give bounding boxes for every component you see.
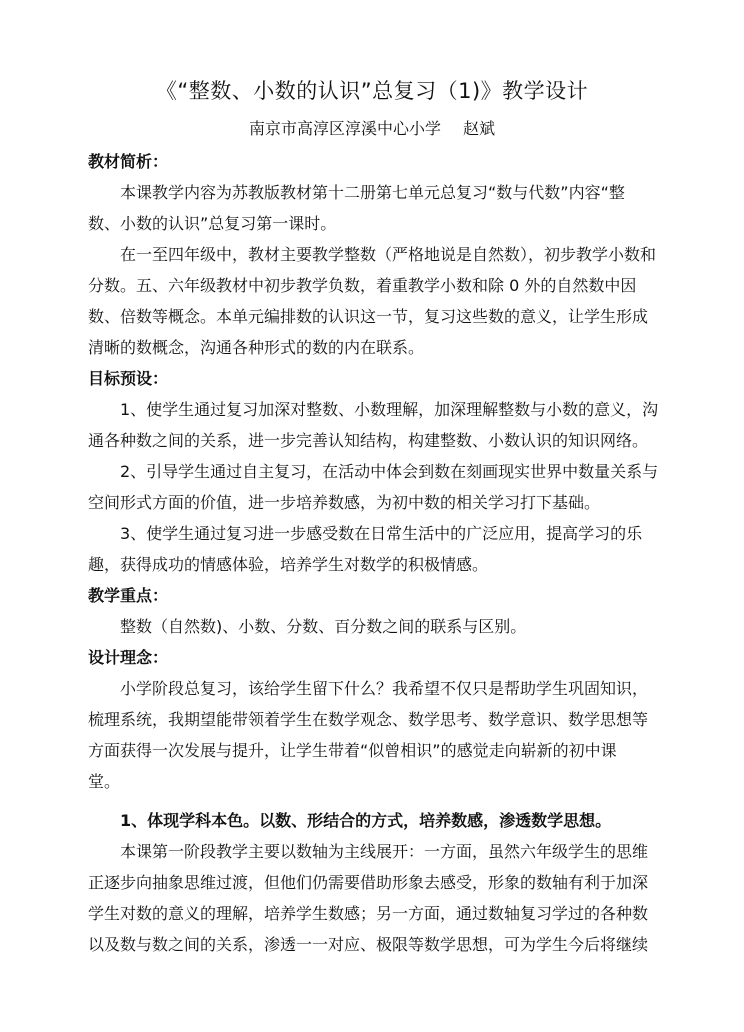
paragraph-line: 本课教学内容为苏教版教材第十二册第七单元总复习“数与代数”内容“整 <box>120 183 625 202</box>
paragraph-line: 整数（自然数)、小数、分数、百分数之间的联系与区别。 <box>120 617 527 636</box>
paragraph-line: 数、倍数等概念。本单元编排数的认识这一节，复习这些数的意义，让学生形成 <box>88 307 649 326</box>
paragraph-line: 趣，获得成功的情感体验，培养学生对数学的积极情感。 <box>88 555 489 574</box>
paragraph-line: 空间形式方面的价值，进一步培养数感，为初中数的相关学习打下基础。 <box>88 493 601 512</box>
paragraph-line: 学生对数的意义的理解，培养学生数感；另一方面，通过数轴复习学过的各种数 <box>88 904 649 923</box>
paragraph-line: 3、使学生通过复习进一步感受数在日常生活中的广泛应用，提高学习的乐 <box>120 524 643 543</box>
paragraph-line: 方面获得一次发展与提升，让学生带着“似曾相识”的感觉走向崭新的初中课 <box>88 741 617 760</box>
paragraph-line: 数、小数的认识”总复习第一课时。 <box>88 214 337 233</box>
paragraph-line: 本课第一阶段教学主要以数轴为主线展开：一方面，虽然六年级学生的思维 <box>120 842 649 861</box>
paragraph <box>88 177 670 239</box>
paragraph <box>88 518 670 580</box>
paragraph-line: 清晰的数概念，沟通各种形式的数的内在联系。 <box>88 338 425 357</box>
document-title: 《“整数、小数的认识”总复习（1)》教学设计 <box>155 79 589 103</box>
subheading-discipline-character: 1、体现学科本色。以数、形结合的方式，培养数感，渗透数学思想。 <box>120 811 612 830</box>
paragraph-line: 在一至四年级中，教材主要教学整数（严格地说是自然数），初步教学小数和 <box>120 245 657 264</box>
paragraph <box>88 239 670 363</box>
paragraph-line: 正逐步向抽象思维过渡，但他们仍需要借助形象去感受，形象的数轴有利于加深 <box>88 873 649 892</box>
paragraph-line: 小学阶段总复习，该给学生留下什么？我希望不仅只是帮助学生巩固知识， <box>120 679 649 698</box>
section-heading-textbook-analysis: 教材简析： <box>88 152 169 171</box>
paragraph <box>88 394 670 456</box>
paragraph-line: 通各种数之间的关系，进一步完善认知结构，构建整数、小数认识的知识网络。 <box>88 431 649 450</box>
section-heading-goals: 目标预设： <box>88 369 169 388</box>
paragraph <box>88 836 670 960</box>
section-heading-design-concept: 设计理念： <box>88 648 169 667</box>
paragraph-line: 以及数与数之间的关系，渗透一一对应、极限等数学思想，可为学生今后将继续 <box>88 935 649 954</box>
paragraph-line: 堂。 <box>88 772 121 791</box>
paragraph-line: 分数。五、六年级教材中初步教学负数，着重教学小数和除 0 外的自然数中因 <box>88 276 637 295</box>
section-heading-teaching-focus: 教学重点： <box>88 586 169 605</box>
author-name: 赵斌 <box>463 119 496 138</box>
author-line <box>0 118 744 140</box>
paragraph <box>88 611 670 642</box>
paragraph <box>88 673 670 797</box>
paragraph-line: 梳理系统，我期望能带领着学生在数学观念、数学思考、数学意识、数学思想等 <box>88 710 649 729</box>
document-body <box>88 146 670 960</box>
paragraph-line: 1、使学生通过复习加深对整数、小数理解，加深理解整数与小数的意义，沟 <box>120 400 659 419</box>
author-school: 南京市高淳区淳溪中心小学 <box>248 119 441 138</box>
paragraph-line: 2、引导学生通过自主复习，在活动中体会到数在刻画现实世界中数量关系与 <box>120 462 659 481</box>
paragraph <box>88 456 670 518</box>
